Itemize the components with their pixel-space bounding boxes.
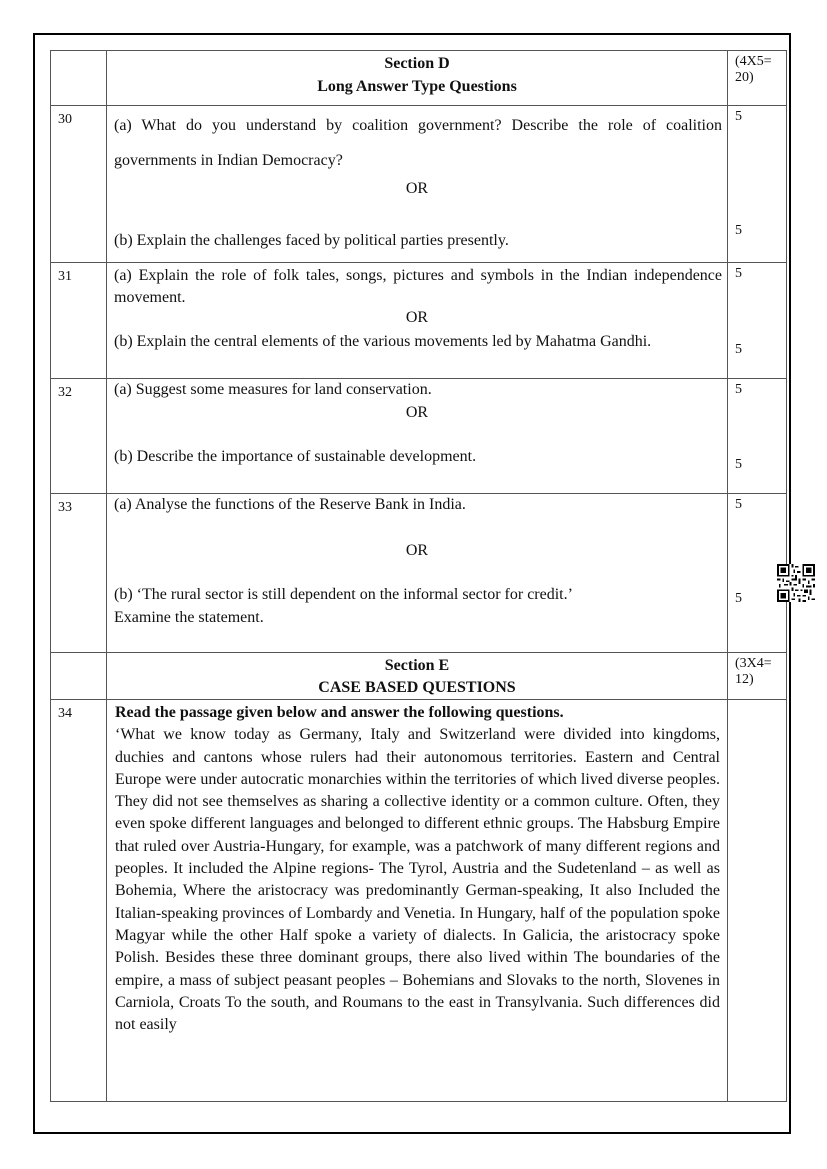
question-31-body (107, 263, 728, 379)
section-d-title-cell (107, 51, 728, 106)
section-e-subtitle: CASE BASED QUESTIONS (318, 679, 516, 696)
question-33-or: OR (405, 542, 429, 559)
question-31-or: OR (405, 309, 429, 326)
question-33-body (107, 494, 728, 653)
question-34-body (107, 700, 728, 1102)
section-d-subtitle: Long Answer Type Questions (317, 78, 517, 95)
question-32-or: OR (405, 404, 429, 421)
qr-code-icon (777, 564, 815, 602)
case-passage (107, 700, 727, 1036)
question-32-mark-a: 5 (735, 382, 742, 397)
section-e-title: Section E (384, 657, 450, 674)
question-32-part-b: (b) Describe the importance of sustainable development. (114, 448, 477, 465)
question-32-marks (728, 379, 787, 494)
section-e-header-row (51, 653, 787, 700)
question-number: 30 (51, 106, 107, 263)
question-table (50, 50, 787, 1102)
question-row-33 (51, 494, 787, 653)
section-e-marks-text: (3X4= 12) (735, 656, 772, 687)
question-30-mark-b: 5 (735, 223, 742, 238)
question-33-mark-a: 5 (735, 497, 742, 512)
question-31-mark-a: 5 (735, 266, 742, 281)
question-34-marks (728, 700, 787, 1102)
question-number: 34 (51, 700, 107, 1102)
section-d-marks-text: (4X5= 20) (735, 54, 772, 85)
question-32-mark-b: 5 (735, 457, 742, 472)
question-30-body (107, 106, 728, 263)
section-d-number-cell (51, 51, 107, 106)
question-30-marks (728, 106, 787, 263)
section-d-title: Section D (384, 55, 450, 72)
question-row-34 (51, 700, 787, 1102)
question-33-part-a: (a) Analyse the functions of the Reserve Bank in India. (114, 496, 466, 513)
question-33-part-b-line2: Examine the statement. (114, 609, 264, 626)
section-d-header-row (51, 51, 787, 106)
case-passage-text: ‘What we know today as Germany, Italy and Switzerland were divided into kingdoms, duchies and cantons whose rulers had their autonomous territories. Eastern and Central Europe were under autocratic monarchies within the territories of which lived diverse peoples. They did not see themselves as sharing a collective identity or a common culture. Often, they even spoke different languages and belonged to different ethnic groups. The Habsburg Empire that ruled over Austria-Hungary, for example, was a patchwork of many different regions and peoples. It included the Alpine regions- The Tyrol, Austria and the Sudetenland – as well as Bohemia, Where the aristocracy was predominantly German-speaking, It also Included the Italian-speaking provinces of Lombardy and Venetia. In Hungary, half of the population spoke Magyar while the other Half spoke a variety of dialects. In Galicia, the aristocracy spoke Polish. Besides these three dominant groups, there also lived within The boundaries of the empire, a mass of subject peasant peoples – Bohemians and Slovaks to the north, Slovenes in Carniola, Croats To the south, and Roumans to the east in Transylvania. Such differences did not easily (115, 726, 720, 1034)
question-30-part-a: (a) What do you understand by coalition government? Describe the role of coalition governments in Indian Democracy? (114, 117, 722, 169)
question-row-31 (51, 263, 787, 379)
question-33-part-b: (b) ‘The rural sector is still dependent on the informal sector for credit.’ (114, 586, 573, 603)
question-number: 31 (51, 263, 107, 379)
question-32-body (107, 379, 728, 494)
section-e-marks (728, 653, 787, 700)
section-e-number-cell (51, 653, 107, 700)
section-e-title-cell (107, 653, 728, 700)
question-30-part-b: (b) Explain the challenges faced by political parties presently. (114, 232, 509, 249)
question-31-mark-b: 5 (735, 342, 742, 357)
question-30-mark-a: 5 (735, 109, 742, 124)
question-33-mark-b: 5 (735, 591, 742, 606)
question-31-part-a: (a) Explain the role of folk tales, songs, pictures and symbols in the Indian independence movement. (114, 267, 722, 306)
question-row-32 (51, 379, 787, 494)
question-row-30 (51, 106, 787, 263)
question-30-or: OR (405, 180, 429, 197)
question-32-part-a: (a) Suggest some measures for land conservation. (114, 381, 432, 398)
question-number: 32 (51, 379, 107, 494)
question-31-part-b: (b) Explain the central elements of the various movements led by Mahatma Gandhi. (114, 333, 652, 350)
section-d-marks (728, 51, 787, 106)
question-31-marks (728, 263, 787, 379)
question-number: 33 (51, 494, 107, 653)
case-instruction: Read the passage given below and answer the following questions. (115, 704, 564, 721)
